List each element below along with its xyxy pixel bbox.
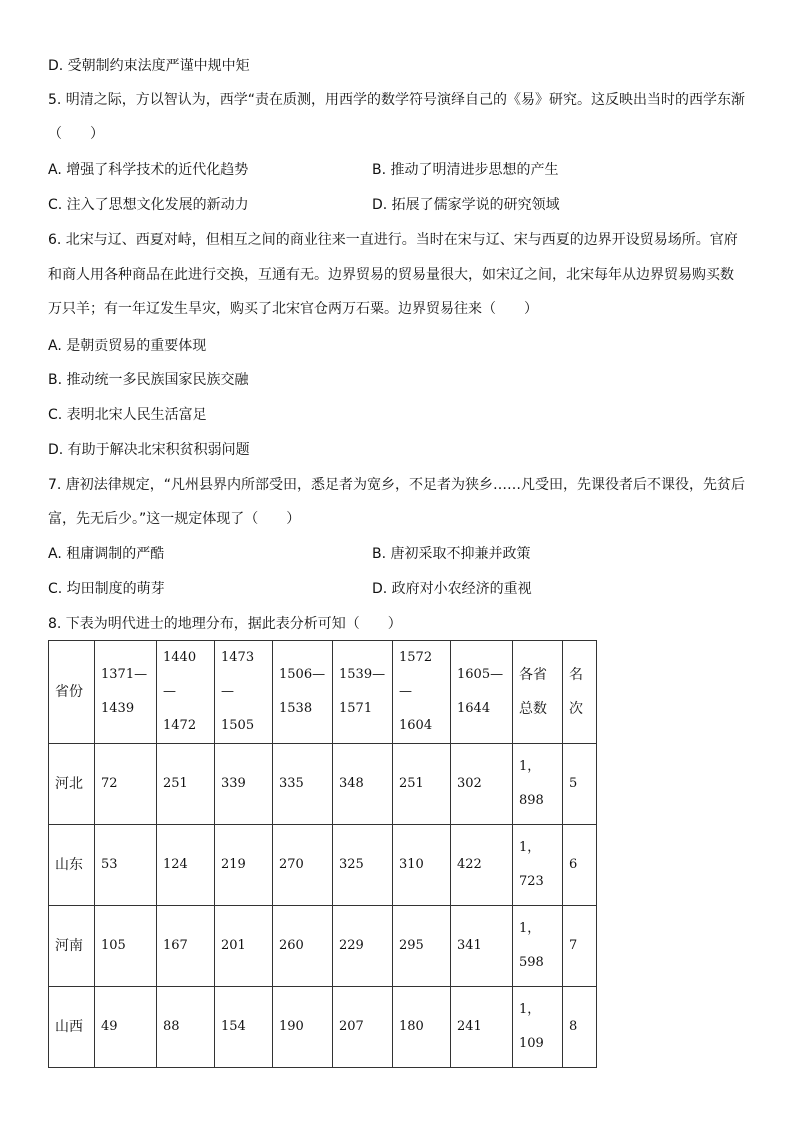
- table-header-row: [49, 641, 597, 744]
- q5-option-a: A. 增强了科学技术的近代化趋势: [48, 162, 249, 178]
- q5-option-d: D. 拓展了儒家学说的研究领域: [372, 197, 560, 213]
- table-cell: 422: [451, 825, 513, 906]
- q7-option-d: D. 政府对小农经济的重视: [372, 581, 532, 597]
- table-cell: 88: [157, 987, 215, 1068]
- header-cell: 名 次: [563, 641, 597, 744]
- table-cell: 251: [157, 744, 215, 825]
- table-cell: 124: [157, 825, 215, 906]
- table-cell: 201: [215, 906, 273, 987]
- table-cell: 251: [393, 744, 451, 825]
- table-cell: 105: [95, 906, 157, 987]
- table-cell: 53: [95, 825, 157, 906]
- header-cell: 省份: [49, 641, 95, 744]
- q7-option-c: C. 均田制度的萌芽: [48, 581, 165, 597]
- table-row: [49, 906, 597, 987]
- header-cell: 1473— 1505: [215, 641, 273, 744]
- table-cell: 5: [563, 744, 597, 825]
- table-cell: 8: [563, 987, 597, 1068]
- table-cell: 河北: [49, 744, 95, 825]
- table-cell: 241: [451, 987, 513, 1068]
- table-cell: 72: [95, 744, 157, 825]
- table-cell: 河南: [49, 906, 95, 987]
- table-cell: 260: [273, 906, 333, 987]
- table-cell: 1， 723: [513, 825, 563, 906]
- question-7-line-1: 7. 唐初法律规定，“凡州县界内所部受田，悉足者为宽乡，不足者为狭乡……凡受田，先课役者后不课役，先贫后: [48, 477, 746, 493]
- option-d-previous: D. 受朝制约束法度严谨中规中矩: [48, 58, 250, 74]
- header-cell: 1539— 1571: [333, 641, 393, 744]
- table-cell: 335: [273, 744, 333, 825]
- q6-option-a: A. 是朝贡贸易的重要体现: [48, 338, 207, 354]
- q7-option-a: A. 租庸调制的严酷: [48, 546, 165, 562]
- question-8-line-1: 8. 下表为明代进士的地理分布，据此表分析可知（ ）: [48, 616, 402, 632]
- q6-option-b: B. 推动统一多民族国家民族交融: [48, 372, 249, 388]
- table-cell: 341: [451, 906, 513, 987]
- q6-option-d: D. 有助于解决北宋积贫积弱问题: [48, 442, 250, 458]
- table-cell: 348: [333, 744, 393, 825]
- table-cell: 6: [563, 825, 597, 906]
- table-cell: 山西: [49, 987, 95, 1068]
- table-cell: 167: [157, 906, 215, 987]
- table-cell: 310: [393, 825, 451, 906]
- table-cell: 49: [95, 987, 157, 1068]
- header-cell: 1440— 1472: [157, 641, 215, 744]
- table-cell: 山东: [49, 825, 95, 906]
- question-6-line-1: 6. 北宋与辽、西夏对峙，但相互之间的商业往来一直进行。当时在宋与辽、宋与西夏的边界开设贸易场所。官府: [48, 232, 738, 248]
- q5-option-b: B. 推动了明清进步思想的产生: [372, 162, 559, 178]
- table-cell: 207: [333, 987, 393, 1068]
- q7-option-b: B. 唐初采取不抑兼并政策: [372, 546, 531, 562]
- question-5-line-2: （ ）: [48, 126, 104, 142]
- jinshi-distribution-table: [48, 640, 597, 1068]
- table-cell: 7: [563, 906, 597, 987]
- table-cell: 229: [333, 906, 393, 987]
- table-cell: 295: [393, 906, 451, 987]
- table-cell: 339: [215, 744, 273, 825]
- table-row: [49, 825, 597, 906]
- question-5-line-1: 5. 明清之际，方以智认为，西学“责在质测，用西学的数学符号演绎自己的《易》研究。这反映出当时的西学东渐: [48, 92, 746, 108]
- question-6-line-2: 和商人用各种商品在此进行交换，互通有无。边界贸易的贸易量很大，如宋辽之间，北宋每年从边界贸易购买数: [48, 267, 734, 283]
- table-cell: 270: [273, 825, 333, 906]
- table-cell: 1， 898: [513, 744, 563, 825]
- table-cell: 1， 109: [513, 987, 563, 1068]
- q6-option-c: C. 表明北宋人民生活富足: [48, 407, 207, 423]
- table-row: [49, 987, 597, 1068]
- table-cell: 180: [393, 987, 451, 1068]
- question-6-line-3: 万只羊；有一年辽发生旱灾，购买了北宋官仓两万石粟。边界贸易往来（ ）: [48, 301, 538, 317]
- table-cell: 325: [333, 825, 393, 906]
- header-cell: 1506— 1538: [273, 641, 333, 744]
- table-cell: 190: [273, 987, 333, 1068]
- table-cell: 302: [451, 744, 513, 825]
- header-cell: 1371— 1439: [95, 641, 157, 744]
- header-cell: 1605— 1644: [451, 641, 513, 744]
- table-row: [49, 744, 597, 825]
- question-7-line-2: 富，先无后少。”这一规定体现了（ ）: [48, 511, 301, 527]
- table-cell: 154: [215, 987, 273, 1068]
- header-cell: 各省 总数: [513, 641, 563, 744]
- q5-option-c: C. 注入了思想文化发展的新动力: [48, 197, 249, 213]
- table-cell: 1， 598: [513, 906, 563, 987]
- header-cell: 1572— 1604: [393, 641, 451, 744]
- table-cell: 219: [215, 825, 273, 906]
